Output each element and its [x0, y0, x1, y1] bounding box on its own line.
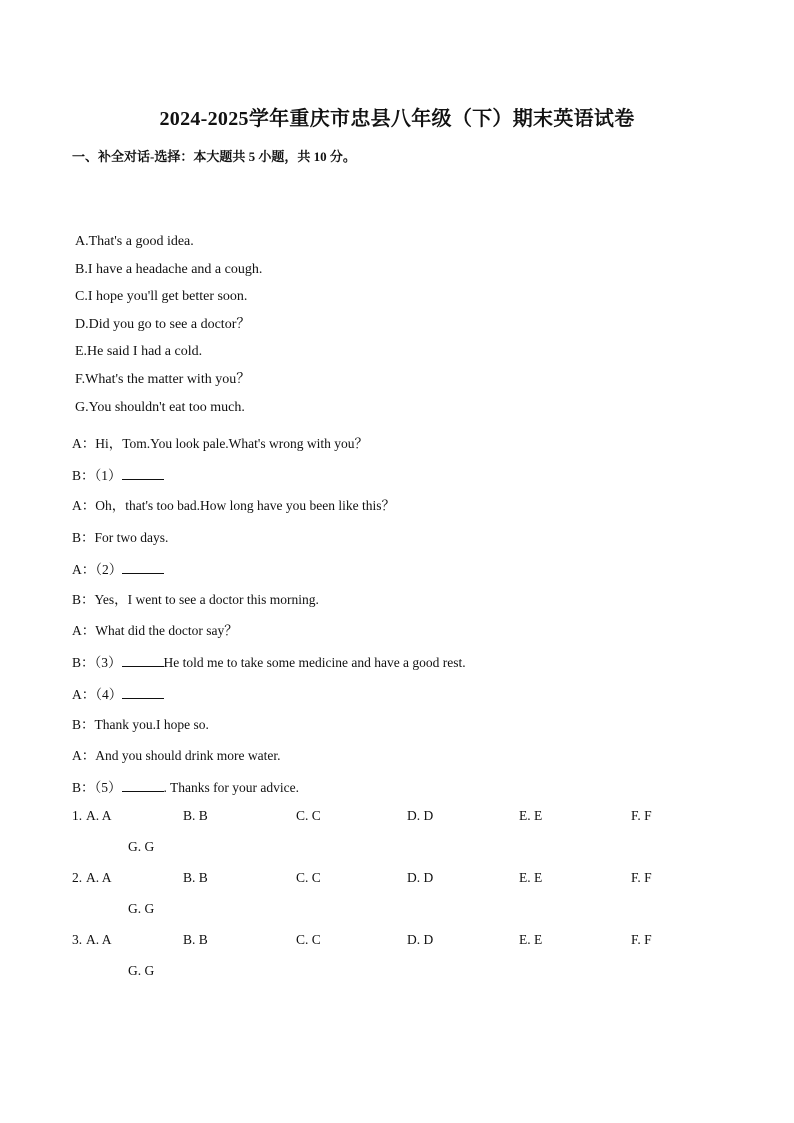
line-text: B：Yes，I went to see a doctor this morning. [72, 591, 319, 607]
line-text: B：（1） [72, 468, 122, 484]
option-item: D.Did you go to see a doctor？ [75, 316, 251, 332]
line-text: A：Hi，Tom.You look pale.What's wrong with you？ [72, 436, 368, 451]
choice-e[interactable]: E. E [519, 870, 543, 886]
choice-a[interactable]: A. A [86, 808, 112, 823]
answer-blank[interactable] [122, 559, 164, 574]
dialogue-line [72, 715, 466, 746]
line-text: A：（2） [72, 561, 123, 577]
question-row [72, 870, 732, 932]
choice-b[interactable]: B. B [183, 808, 208, 823]
line-text: A：（4） [72, 686, 123, 702]
option-item: E.He said I had a cold. [75, 344, 203, 360]
dialogue-line [72, 746, 466, 777]
answer-options-list [75, 232, 262, 425]
question-choices [72, 808, 732, 995]
choice-c[interactable]: C. C [296, 870, 321, 886]
dialogue-line [72, 652, 466, 683]
line-text: A：Oh，that's too bad.How long have you been like this？ [72, 498, 396, 514]
option-item: C.I hope you'll get better soon. [75, 289, 248, 305]
choice-a[interactable]: A. A [86, 870, 112, 886]
choice-e[interactable]: E. E [519, 808, 543, 823]
answer-blank[interactable] [122, 777, 164, 792]
choice-f[interactable]: F. F [631, 870, 652, 886]
choice-g[interactable]: G. G [128, 839, 155, 854]
choice-d[interactable]: D. D [407, 932, 434, 948]
exam-title: 2024-2025学年重庆市忠县八年级（下）期末英语试卷 [159, 108, 635, 130]
choice-d[interactable]: D. D [407, 870, 434, 886]
dialogue [72, 434, 466, 808]
question-number: 2. [72, 870, 83, 886]
line-text: B：（5） [72, 780, 122, 796]
choice-e[interactable]: E. E [519, 932, 543, 948]
dialogue-line [72, 496, 466, 527]
option-item: F.What's the matter with you？ [75, 371, 251, 387]
dialogue-line [72, 528, 466, 559]
line-text: B：Thank you.I hope so. [72, 716, 209, 732]
line-text: A：What did the doctor say？ [72, 623, 238, 639]
choice-g[interactable]: G. G [128, 963, 155, 979]
dialogue-line [72, 465, 466, 496]
dialogue-line [72, 621, 466, 652]
question-number: 1. [72, 808, 83, 823]
option-item: B.I have a headache and a cough. [75, 261, 263, 277]
dialogue-line [72, 777, 466, 808]
section-heading: 一、补全对话-选择：本大题共 5 小题，共 10 分。 [72, 149, 356, 164]
choice-c[interactable]: C. C [296, 932, 321, 948]
dialogue-line [72, 559, 466, 590]
answer-blank[interactable] [122, 465, 164, 480]
answer-blank[interactable] [122, 684, 164, 699]
line-text: A：And you should drink more water. [72, 747, 281, 763]
choice-a[interactable]: A. A [86, 932, 112, 948]
question-row [72, 932, 732, 994]
choice-f[interactable]: F. F [631, 808, 652, 823]
option-item: A.That's a good idea. [75, 234, 194, 249]
line-text-after: . Thanks for your advice. [163, 780, 299, 796]
line-text: B：（3） [72, 655, 122, 671]
choice-d[interactable]: D. D [407, 808, 434, 823]
question-number: 3. [72, 932, 83, 948]
choice-f[interactable]: F. F [631, 932, 652, 948]
line-text-after: He told me to take some medicine and have a good rest. [163, 655, 466, 671]
choice-c[interactable]: C. C [296, 808, 321, 823]
dialogue-line [72, 434, 466, 465]
choice-b[interactable]: B. B [183, 932, 208, 948]
choice-b[interactable]: B. B [183, 870, 208, 886]
dialogue-line [72, 590, 466, 621]
line-text: B：For two days. [72, 529, 169, 545]
option-item: G.You shouldn't eat too much. [75, 399, 245, 415]
choice-g[interactable]: G. G [128, 901, 155, 917]
question-row [72, 808, 732, 870]
answer-blank[interactable] [122, 652, 164, 667]
dialogue-line [72, 684, 466, 715]
